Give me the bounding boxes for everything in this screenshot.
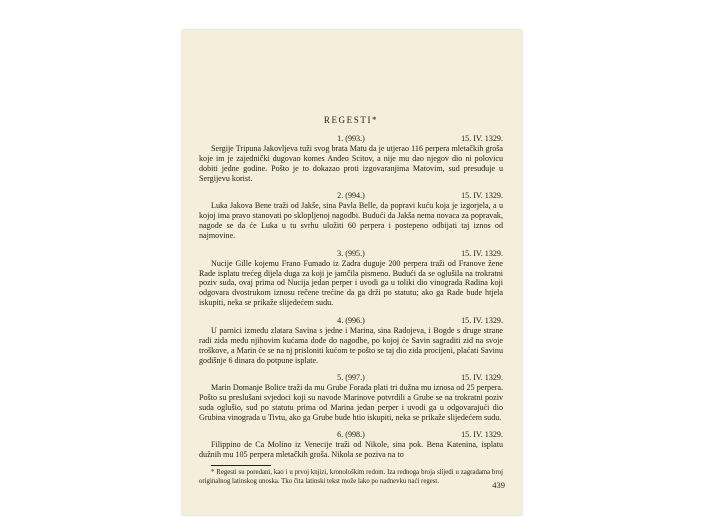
entry-text: Nucije Gille kojemu Frano Fumado iz Zadra duguje 200 perpera traži od Franove žene Rade isplatu trećeg dijela duga za koji je jamčila pismeno. Budući da se oglušila na trokratni poziv suda, ovaj prima od Nucija jedan perper i uvodi ga u toliki dio vinograda Radina koji odgovara dvostrukom iznosu rečene trećine da ga drži po statutu; ako ga Rade bude htjela iskupiti, neka se prikaže slijedećem sudu.	[199, 258, 503, 308]
entry-header	[199, 134, 503, 144]
entry-date: 15. IV. 1329.	[461, 248, 503, 258]
regest-entry	[199, 316, 503, 366]
entry-number: 1. (993.)	[337, 133, 365, 143]
entry-header	[199, 430, 503, 440]
entry-date: 15. IV. 1329.	[461, 315, 503, 325]
regest-entry	[199, 373, 503, 423]
entry-number: 6. (998.)	[337, 430, 365, 440]
entry-header	[199, 191, 503, 201]
entry-number: 4. (996.)	[337, 315, 365, 325]
page-number: 439	[492, 480, 505, 490]
entry-number: 2. (994.)	[337, 191, 365, 201]
entry-date: 15. IV. 1329.	[461, 373, 503, 383]
entry-text: Marin Domanje Bolice traži da mu Grube Forada plati tri dužna mu iznosa od 25 perpera. Pošto su preslušani svjedoci koji su navode Marinove potvrdili a Grube se na trokratni poziv suda oglušio, sud po statutu prima od Marina jedan perper i uvodi ga u odgovarajući dio Grubina vinograda u Tivtu, ako ga Grube bude htio iskupiti, neka se prikaže slijedećem sudu.	[199, 383, 503, 423]
footnote: * Regesti su poredani, kao i u prvoj knjizi, kronološkim redom. Iza rednoga broja slijedi u zagradama broj originalnog latinskog unoska. Tko čita latinski tekst može lako po nadnevku naći regest.	[199, 469, 503, 485]
entry-date: 15. IV. 1329.	[461, 191, 503, 201]
regest-entry	[199, 249, 503, 309]
entry-text: U parnici između zlatara Savina s jedne i Marina, sina Radojeva, i Bogde s druge strane radi zida među njihovim kućama dođe do nagodbe, po kojoj će Savin sagraditi zid na svoje troškove, a Marin će se na nj prisloniti kućom te pošto se taj dio zida procijeni, plaćati Savinu godišnje 6 dinara do potpune isplate.	[199, 325, 503, 365]
entry-number: 5. (997.)	[337, 373, 365, 383]
regest-entry	[199, 430, 503, 460]
entry-header	[199, 316, 503, 326]
entry-text: Sergije Tripuna Jakovljeva tuži svog brata Matu da je utjerao 116 perpera mletačkih groša koje im je zajednički dugovao komes Anđeo Scitov, a nije mu dao njegov dio ni polovicu dobiti jedne godine. Pošto je to dokazao proti izgovaranjima Matovim, sud presuđuje u Sergijevu korist.	[199, 143, 503, 183]
regest-entry	[199, 191, 503, 241]
entry-number: 3. (995.)	[337, 248, 365, 258]
section-heading: REGESTI*	[323, 115, 379, 125]
entry-text: Filippino de Ca Molino iz Venecije traži od Nikole, sina pok. Bena Katenina, isplatu dužnih mu 105 perpera mletačkih groša. Nikola se poziva na to	[199, 440, 503, 460]
page-text	[199, 116, 503, 486]
entry-date: 15. IV. 1329.	[461, 133, 503, 143]
entry-date: 15. IV. 1329.	[461, 430, 503, 440]
entry-text: Luka Jakova Bene traži od Jakše, sina Pavla Belle, da popravi kuću koja je izgorjela, a u kojoj ima pravo stanovati po sklopljenoj nagodbi. Budući da Jakša nema novaca za popravak, nagode se da će Luka u tu svrhu uložiti 60 perpera i postepeno odbijati taj iznos od najmovine.	[199, 201, 503, 241]
entries-list	[199, 134, 503, 460]
footnote-rule	[211, 465, 271, 466]
entry-header	[199, 249, 503, 259]
book-page	[182, 30, 522, 515]
regest-entry	[199, 134, 503, 184]
entry-header	[199, 373, 503, 383]
